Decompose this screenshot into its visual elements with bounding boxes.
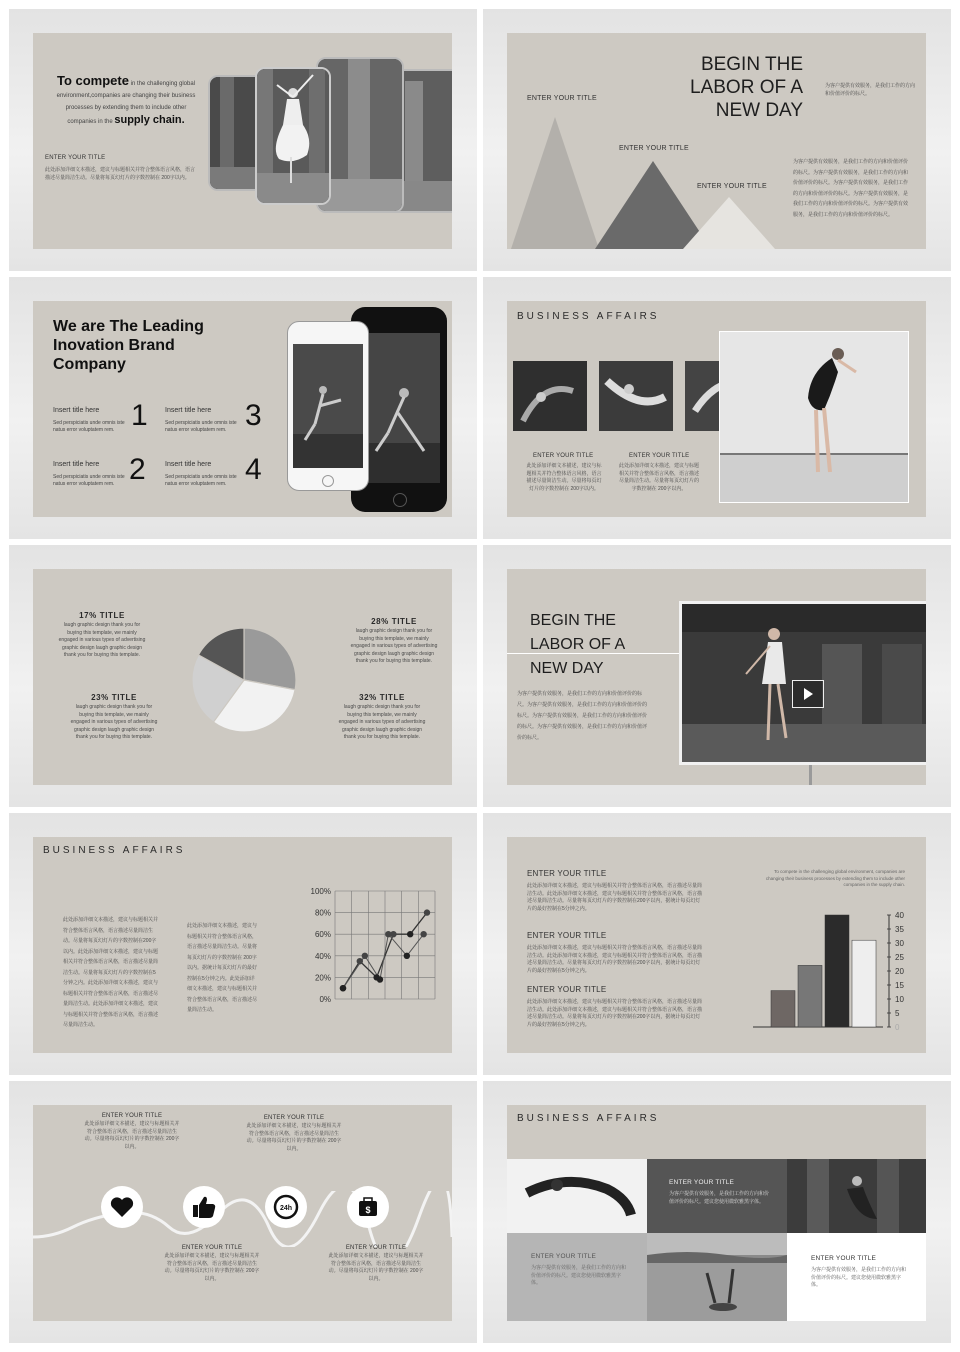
white-phone (287, 321, 369, 491)
s9-item (83, 1113, 181, 1151)
heart-icon-circle[interactable] (101, 1186, 143, 1228)
s4-title-2: ENTER YOUR TITLE (629, 453, 690, 459)
s5-item (337, 693, 427, 742)
y-tick-label: 25 (895, 953, 904, 962)
s4-body-2: 此处添加详细文本描述，建议与标题相关并符合整体语言风格，语言描述尽量简洁生动。尽量将每页幻灯片的字数控制在 200字以内。 (619, 463, 700, 492)
y-tick-label: 20% (314, 973, 331, 983)
s8-note: To compete in the challenging global environment, companies are changing their business processes by extending them to include other companies in the supply chain. (765, 869, 905, 887)
slide-9-canvas (33, 1105, 452, 1321)
s8-title-2: ENTER YOUR TITLE (527, 931, 607, 940)
clock-24h-label: 24h (279, 1205, 293, 1212)
divider-line (507, 653, 679, 654)
s3-item (165, 453, 265, 488)
heart-icon (101, 1186, 143, 1228)
data-point (385, 931, 391, 937)
mountain-triangles (507, 33, 926, 249)
pie-slice (244, 628, 296, 690)
slide-card-7[interactable] (9, 813, 477, 1075)
s10-panel-title: ENTER YOUR TITLE (669, 1179, 735, 1186)
y-tick-label: 100% (310, 887, 331, 896)
s5-title: TITLE (111, 693, 137, 702)
slide-3-canvas (33, 301, 452, 517)
slide-7-canvas (33, 837, 452, 1053)
s9-item (327, 1245, 425, 1283)
s3-item-desc: Sed perspiciatis unde omnis iste natus error voluptatem rem. (53, 420, 125, 433)
s2-right-note: 为客户提供有效服务，是我们工作的方向和价值评价的标尺。 (825, 83, 916, 97)
water-dancer-photo (647, 1233, 787, 1321)
s3-item (53, 453, 153, 488)
s3-item-number: 1 (131, 399, 148, 432)
slide-8-canvas (507, 837, 926, 1053)
y-tick-label: 20 (895, 967, 904, 976)
slide-2-canvas (507, 33, 926, 249)
s1-line2: environment,companies are changing their business (56, 93, 196, 99)
s10-panel-title: ENTER YOUR TITLE (811, 1255, 877, 1262)
s10-panel-title: ENTER YOUR TITLE (531, 1253, 597, 1260)
s1-intro (41, 75, 211, 128)
y-tick-label: 0 (895, 1023, 900, 1032)
s1-subtitle: ENTER YOUR TITLE (45, 155, 106, 161)
s8-title-1: ENTER YOUR TITLE (527, 869, 607, 878)
y-tick-label: 60% (314, 930, 331, 940)
data-point (404, 953, 410, 959)
s8-body-1: 此处添加详细文本描述，建议与标题相关并符合整体语言风格，语言描述尽量简洁生动。此处添加详细文本描述，建议与标题相关并符合整体语言风格，语言描述尽量简洁生动。尽量将每页幻灯片的字数控制在200字以内，据统计每页幻灯片的最好控制在5分钟之内。 (527, 883, 703, 912)
s9-item-title: ENTER YOUR TITLE (101, 1113, 163, 1119)
s6-title-line: NEW DAY (530, 660, 604, 677)
slide-card-4[interactable] (483, 277, 951, 539)
y-tick-label: 0% (319, 995, 331, 1004)
briefcase-icon (347, 1186, 389, 1228)
slide-4-canvas (507, 301, 926, 517)
series-line (343, 934, 424, 988)
data-point (377, 976, 383, 982)
s5-item (69, 693, 159, 742)
slide-card-9[interactable] (9, 1081, 477, 1343)
s3-item-number: 2 (129, 453, 146, 486)
s5-pct: 28% (371, 617, 389, 626)
s3-item (165, 399, 265, 434)
s9-item (245, 1115, 343, 1153)
y-tick-label: 15 (895, 981, 904, 990)
slide-5-canvas (33, 569, 452, 785)
slide-card-1[interactable] (9, 9, 477, 271)
s2-body: 为客户提供有效服务，是我们工作的方向和价值评价的标尺。为客户提供有效服务，是我们工作的方向和价值评价的标尺。为客户提供有效服务，是我们工作的方向和价值评价的标尺。为客户提供有效服务，是我们工作的方向和价值评价的标尺。为客户提供有效服务，是我们工作的方向和价值评价的标尺。 (793, 159, 909, 218)
bar (798, 965, 822, 1027)
bar (852, 940, 876, 1027)
slide-card-6[interactable] (483, 545, 951, 807)
s5-desc: laugh graphic design thank you for buying this template, we mainly engaged in various types of advertising graphic design laugh graphic design thank you for buying this template. (58, 622, 146, 658)
slide-6-canvas (507, 569, 926, 785)
s1-line1: in the challenging global (128, 81, 196, 87)
thumbs-up-icon-circle[interactable] (183, 1186, 225, 1228)
s5-pct: 23% (91, 693, 109, 702)
clock-24h-icon (265, 1186, 307, 1228)
s10-panel-body: 为客户提供有效服务，是我们工作的方向和价值评价的标尺。建议您使用微软雅黑字体。 (811, 1267, 907, 1288)
s8-body-2: 此处添加详细文本描述，建议与标题相关并符合整体语言风格，语言描述尽量简洁生动。此处添加详细文本描述，建议与标题相关并符合整体语言风格，语言描述尽量简洁生动。尽量将每页幻灯片的字数控制在200字以内，据统计每页幻灯片的最好控制在5分钟之内。 (527, 945, 703, 974)
s3-item-label: Insert title here (53, 407, 100, 414)
s3-item-label: Insert title here (165, 407, 212, 414)
s5-item (349, 617, 439, 666)
s1-body: 此处添加详细文本描述，建议与标题相关并符合整体语言风格，语言描述尽量简洁生动。尽量将每页幻灯片的字数控制在 200字以内。 (45, 167, 196, 181)
s1-line4-big: supply chain. (114, 114, 185, 126)
s8-body-3: 此处添加详细文本描述，建议与标题相关并符合整体语言风格，语言描述尽量简洁生动。此处添加详细文本描述，建议与标题相关并符合整体语言风格，语言描述尽量简洁生动。尽量将每页幻灯片的字数控制在200字以内，据统计每页幻灯片的最好控制在5分钟之内。 (527, 999, 703, 1028)
dollar-label: $ (365, 1205, 371, 1215)
s6-title (530, 609, 625, 681)
s10-grey-panel (507, 1233, 647, 1321)
s3-item-label: Insert title here (53, 461, 100, 468)
s2-title-2: ENTER YOUR TITLE (619, 145, 689, 152)
s3-item-number: 3 (245, 399, 262, 432)
s3-item (53, 399, 153, 434)
slide-card-10[interactable] (483, 1081, 951, 1343)
data-point (357, 958, 363, 964)
data-point (407, 931, 413, 937)
s9-item-body: 此处添加详细文本描述，建议与标题相关并符合整体语言风格，语言描述尽量简洁生动。尽量将每页幻灯片的字数控制在 200字以内。 (328, 1253, 424, 1282)
s5-title: TITLE (391, 617, 417, 626)
y-tick-label: 30 (895, 939, 904, 948)
s10-dark-panel (647, 1159, 787, 1233)
s2-title: BEGIN THE LABOR OF A NEW DAY (690, 54, 803, 121)
data-point (340, 985, 346, 991)
s10-panel-body: 为客户提供有效服务，是我们工作的方向和价值评价的标尺。建议您使用微软雅黑字体。 (669, 1191, 770, 1205)
s9-item-body: 此处添加详细文本描述，建议与标题相关并符合整体语言风格，语言描述尽量简洁生动。尽量将每页幻灯片的字数控制在 200字以内。 (246, 1123, 342, 1152)
s5-desc: laugh graphic design thank you for buying this template, we mainly engaged in various types of advertising graphic design laugh graphic design thank you for buying this template. (338, 704, 426, 740)
s3-item-desc: Sed perspiciatis unde omnis iste natus error voluptatem rem. (165, 420, 237, 433)
s7-body-1: 此处添加详细文本描述，建议与标题相关并符合整体语言风格，语言描述尽量简洁生动。尽量将每页幻灯片的字数控制在200字以内。此处添加详细文本描述，建议与标题相关并符合整体语言风格，语言描述尽量简洁生动。尽量将每页幻灯片的字数控制在5分钟之内。此处添加详细文本描述，建议与标题相关并符合整体语言风格，语言描述尽量简洁生动。此处添加详细文本描述，建议与标题相关并符合整体语言风格，语言描述尽量简洁生动。 (63, 917, 159, 1028)
bar (825, 915, 849, 1027)
s6-title-line: BEGIN THE (530, 612, 616, 629)
s3-item-label: Insert title here (165, 461, 212, 468)
dancer-photo (255, 67, 331, 205)
dancer-photo (787, 1159, 926, 1233)
briefcase-icon-circle[interactable] (347, 1186, 389, 1228)
s4-title-1: ENTER YOUR TITLE (533, 453, 594, 459)
jumping-dancer-photo (507, 1159, 647, 1233)
s3-item-desc: Sed perspiciatis unde omnis iste natus error voluptatem rem. (165, 474, 237, 487)
s9-item-body: 此处添加详细文本描述，建议与标题相关并符合整体语言风格，语言描述尽量简洁生动。尽量将每页幻灯片的字数控制在 200字以内。 (84, 1121, 180, 1150)
s1-line4: companies in the (67, 119, 115, 125)
slide-card-3[interactable] (9, 277, 477, 539)
s6-title-line: LABOR OF A (530, 636, 626, 653)
y-tick-label: 40% (314, 951, 331, 961)
home-button (393, 493, 407, 507)
s5-pct: 17% (79, 611, 97, 620)
s5-pct: 32% (359, 693, 377, 702)
s8-title-3: ENTER YOUR TITLE (527, 985, 607, 994)
s5-title: TITLE (99, 611, 125, 620)
slide-10-canvas (507, 1105, 926, 1321)
s2-title-3: ENTER YOUR TITLE (697, 183, 767, 190)
s4-body-1: 此处添加详细文本描述，建议与标题相关并符合整体语言风格，语言描述尽量简洁生动。尽量将每页幻灯片的字数控制在 200字以内。 (526, 463, 602, 492)
play-button[interactable] (792, 680, 824, 708)
y-tick-label: 80% (314, 908, 331, 918)
24h-icon-circle[interactable] (265, 1186, 307, 1228)
s6-body: 为客户提供有效服务，是我们工作的方向和价值评价的标尺。为客户提供有效服务，是我们工作的方向和价值评价的标尺。为客户提供有效服务，是我们工作的方向和价值评价的标尺。为客户提供有效服务，是我们工作的方向和价值评价的标尺。 (517, 691, 648, 741)
s5-title: TITLE (379, 693, 405, 702)
y-tick-label: 5 (895, 1009, 900, 1018)
thumbs-up-icon (183, 1186, 225, 1228)
dancer-photo (599, 361, 673, 431)
data-point (424, 909, 430, 915)
s9-item-title: ENTER YOUR TITLE (345, 1245, 407, 1251)
s1-line3: processes by extending them to include other (65, 105, 187, 111)
s10-white-panel (787, 1233, 926, 1321)
s10-panel-body: 为客户提供有效服务，是我们工作的方向和价值评价的标尺。建议您使用微软雅黑字体。 (531, 1265, 627, 1286)
phone-screen (358, 333, 440, 483)
s5-item (57, 611, 147, 660)
s9-item-title: ENTER YOUR TITLE (263, 1115, 325, 1121)
home-button (322, 475, 334, 487)
ballerina-photo (719, 331, 909, 503)
s10-header: BUSINESS AFFAIRS (517, 1113, 660, 1124)
s5-desc: laugh graphic design thank you for buying this template, we mainly engaged in various types of advertising graphic design laugh graphic design thank you for buying this template. (70, 704, 158, 740)
s9-item (163, 1245, 261, 1283)
s3-item-desc: Sed perspiciatis unde omnis iste natus error voluptatem rem. (53, 474, 125, 487)
s2-title-1: ENTER YOUR TITLE (527, 95, 597, 102)
s3-item-number: 4 (245, 453, 262, 486)
s1-title-big: To compete (56, 73, 129, 88)
y-tick-label: 35 (895, 925, 904, 934)
line-chart (273, 885, 443, 1015)
play-icon (804, 688, 813, 700)
slide-1-canvas (33, 33, 452, 249)
s4-header: BUSINESS AFFAIRS (517, 311, 660, 322)
phone-screen (293, 344, 363, 468)
s5-desc: laugh graphic design thank you for buying this template, we mainly engaged in various types of advertising graphic design laugh graphic design thank you for buying this template. (350, 628, 438, 664)
pie-chart (189, 625, 299, 735)
wave-line (33, 1191, 452, 1247)
s9-item-title: ENTER YOUR TITLE (181, 1245, 243, 1251)
s9-item-body: 此处添加详细文本描述，建议与标题相关并符合整体语言风格，语言描述尽量简洁生动。尽量将每页幻灯片的字数控制在 200字以内。 (164, 1253, 260, 1282)
y-tick-label: 40 (895, 911, 904, 920)
bar (771, 991, 795, 1027)
data-point (420, 931, 426, 937)
slide-card-5[interactable] (9, 545, 477, 807)
s3-title: We are The Leading Inovation Brand Company (53, 318, 204, 373)
s7-header: BUSINESS AFFAIRS (43, 845, 186, 856)
y-tick-label: 10 (895, 995, 904, 1004)
dancer-photo (513, 361, 587, 431)
bar-chart (747, 909, 923, 1035)
video-player[interactable] (679, 601, 926, 765)
slide-card-8[interactable] (483, 813, 951, 1075)
s7-body-2: 此处添加详细文本描述，建议与标题相关并符合整体语言风格，语言描述尽量简洁生动。尽量将每页幻灯片的字数控制在 200字以内。据统计每页幻灯片的最好控制在5分钟之内。此处添加详细文本描述，建议与标题相关并符合整体语言风格，语言描述尽量简洁生动。 (187, 923, 258, 1013)
slide-card-2[interactable] (483, 9, 951, 271)
data-point (362, 953, 368, 959)
